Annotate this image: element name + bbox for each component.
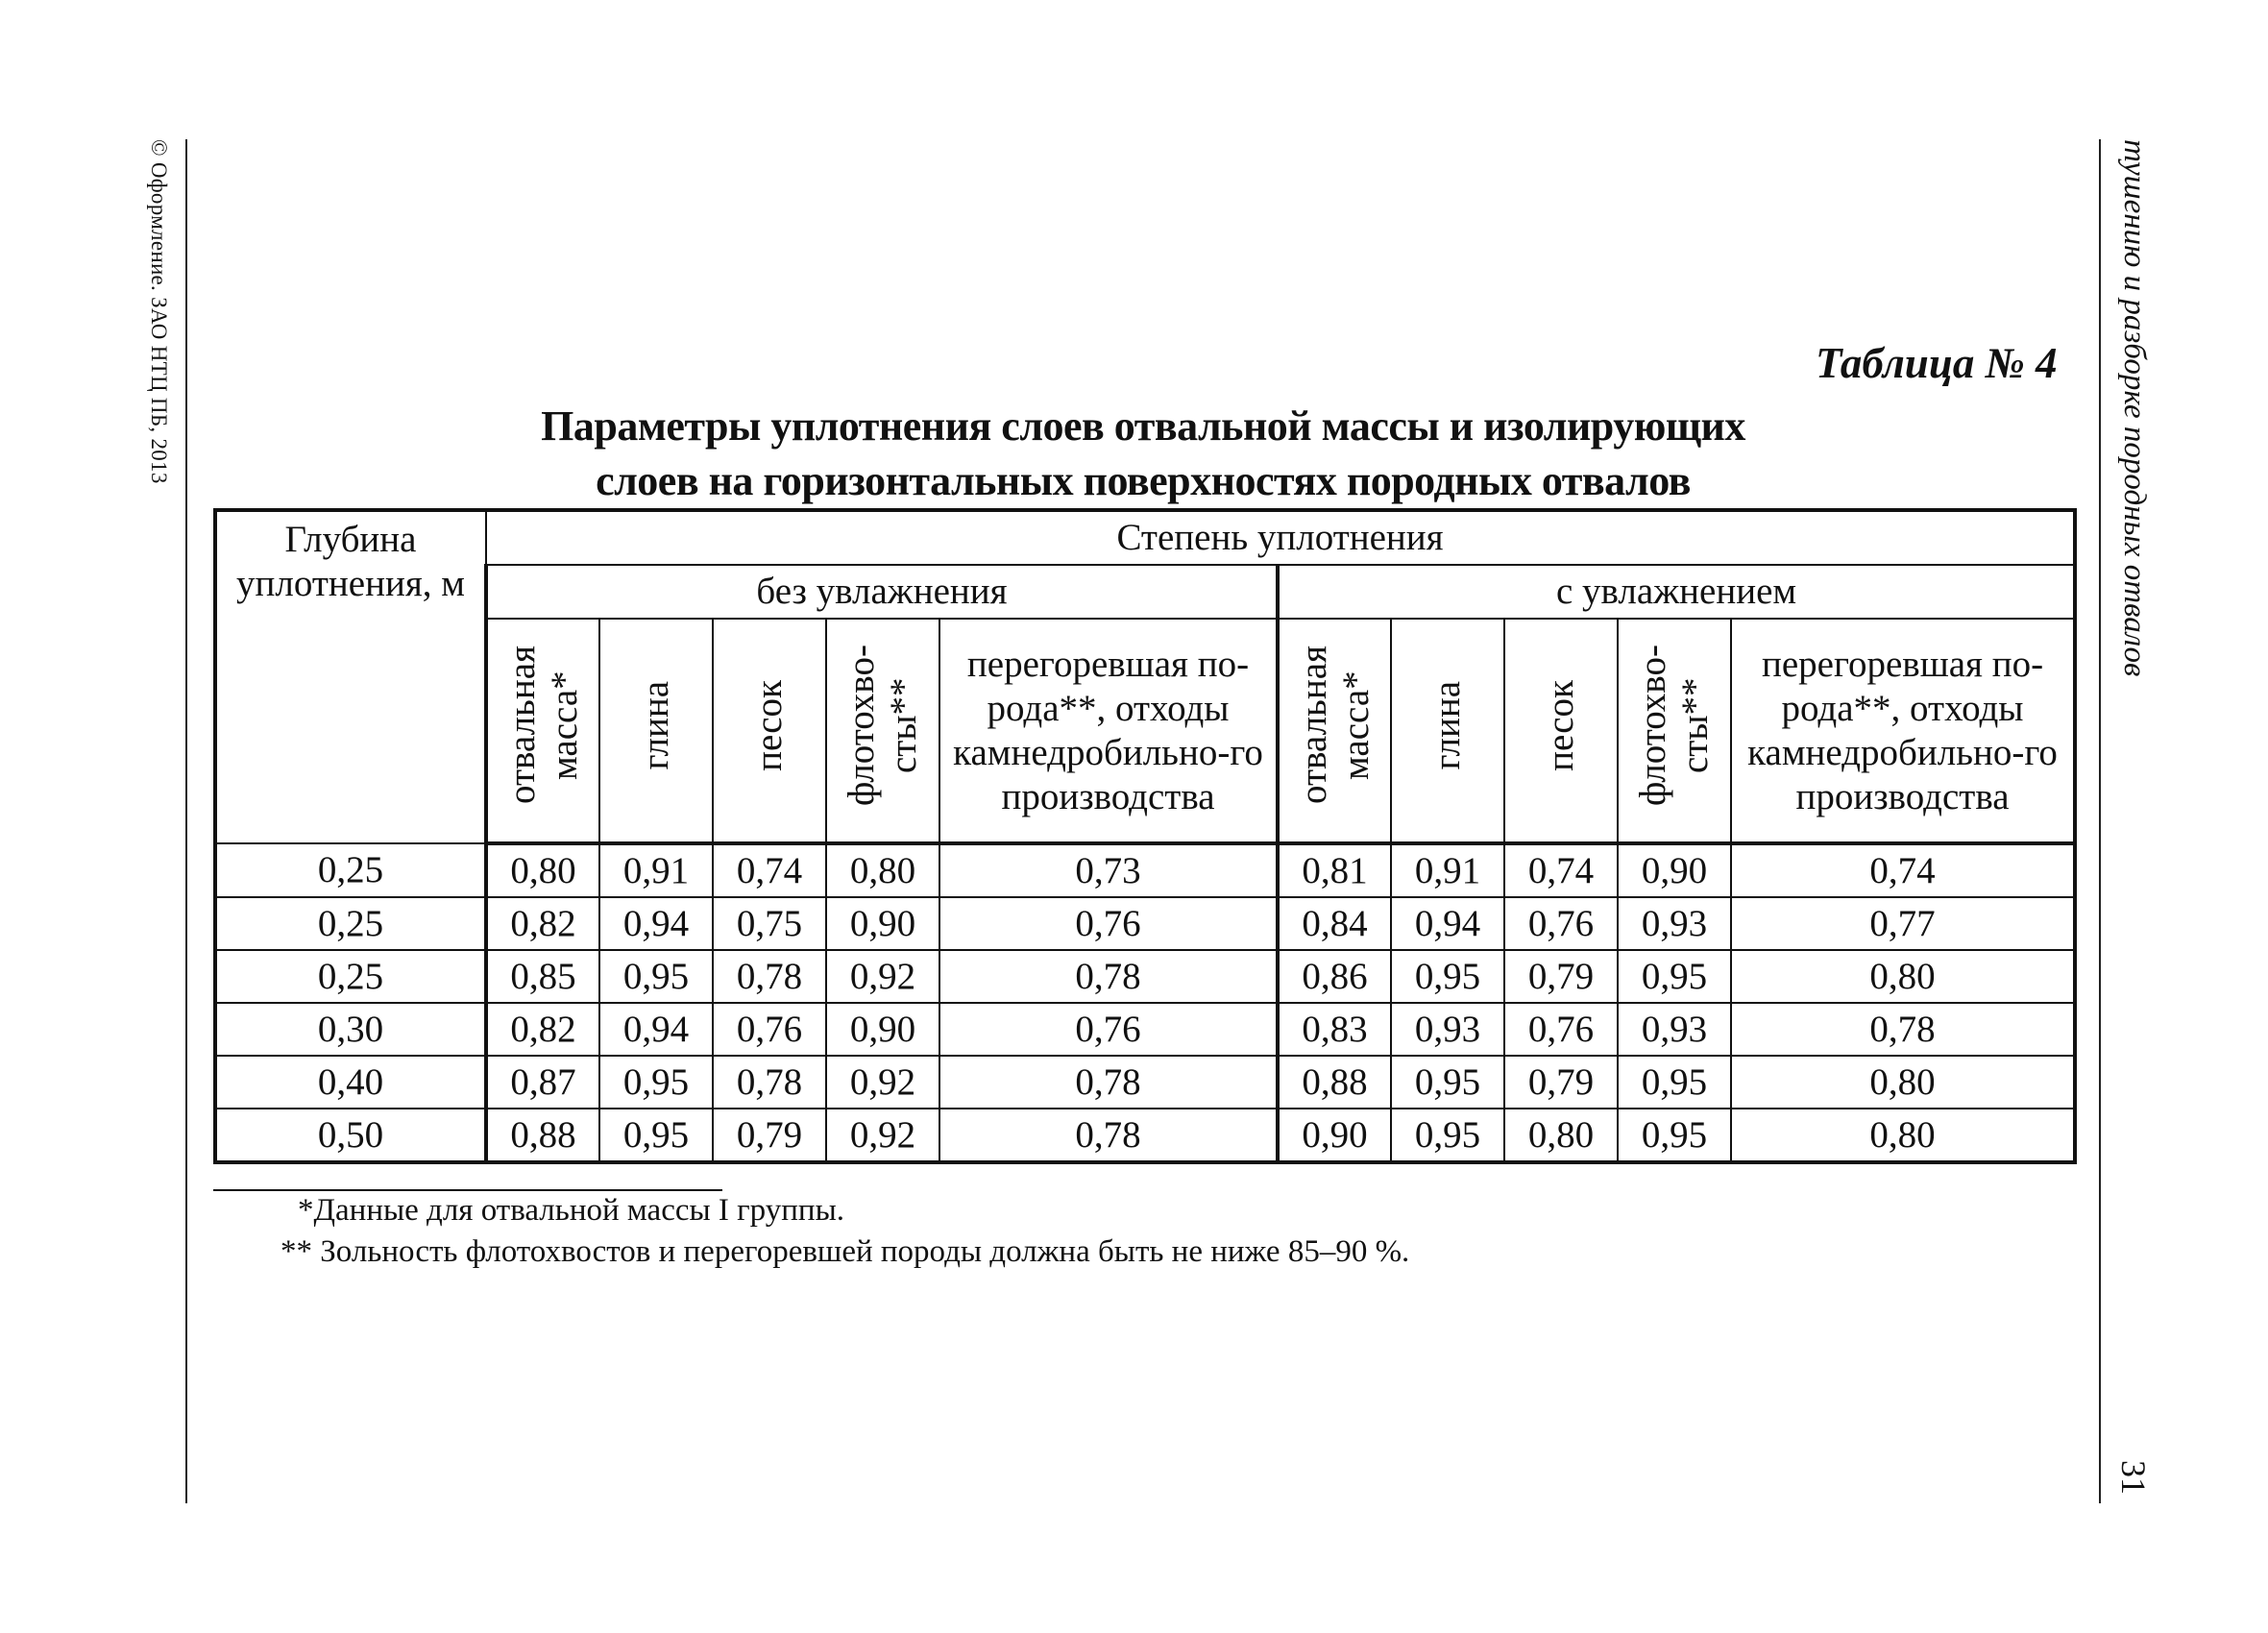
- material-header: отвальная масса*: [486, 619, 599, 843]
- header-row-1: [215, 510, 2075, 565]
- table-title-line-1: Параметры уплотнения слоев отвальной массы и изолирующих: [541, 402, 1745, 450]
- material-header: флотохво-сты**: [1618, 619, 1731, 843]
- table-cell: 0,25: [215, 843, 486, 897]
- degree-header: Степень уплотнения: [486, 510, 2075, 565]
- table-row: [215, 1003, 2075, 1056]
- table-cell: 0,79: [1504, 1056, 1618, 1109]
- table-cell: 0,90: [1618, 843, 1731, 897]
- table-cell: 0,88: [486, 1109, 599, 1162]
- table-cell: 0,78: [939, 1056, 1278, 1109]
- table-row: [215, 950, 2075, 1003]
- material-header: глина: [599, 619, 713, 843]
- footnote-2: ** Зольность флотохвостов и перегоревшей породы должна быть не ниже 85–90 %.: [280, 1234, 1410, 1269]
- footnote-1: *Данные для отвальной массы I группы.: [298, 1193, 844, 1228]
- table-cell: 0,93: [1618, 897, 1731, 950]
- table-cell: 0,86: [1278, 950, 1391, 1003]
- running-header: тушению и разборке породных отвалов: [2117, 139, 2152, 677]
- table-cell: 0,76: [939, 1003, 1278, 1056]
- copyright-sidebar: © Оформление. ЗАО НТЦ ПБ, 2013: [147, 139, 171, 484]
- table-cell: 0,85: [486, 950, 599, 1003]
- table-cell: 0,79: [1504, 950, 1618, 1003]
- table-cell: 0,83: [1278, 1003, 1391, 1056]
- table-cell: 0,80: [486, 843, 599, 897]
- header-row-2: [215, 565, 2075, 619]
- table-cell: 0,95: [599, 1109, 713, 1162]
- table-cell: 0,80: [1731, 1056, 2075, 1109]
- table-cell: 0,50: [215, 1109, 486, 1162]
- table-cell: 0,75: [713, 897, 826, 950]
- depth-header: Глубина уплотнения, м: [215, 510, 486, 843]
- table-title-line-2: слоев на горизонтальных поверхностях породных отвалов: [596, 457, 1691, 504]
- group-wet-header: с увлажнением: [1278, 565, 2075, 619]
- table-cell: 0,94: [1391, 897, 1504, 950]
- table-cell: 0,90: [1278, 1109, 1391, 1162]
- table-number: Таблица № 4: [1816, 339, 2058, 387]
- material-header: перегоревшая по-рода**, отходы камнедробильно-го производства: [1731, 619, 2075, 843]
- table-cell: 0,78: [713, 950, 826, 1003]
- table-cell: 0,78: [713, 1056, 826, 1109]
- table-cell: 0,80: [1731, 1109, 2075, 1162]
- table-cell: 0,95: [1618, 1056, 1731, 1109]
- table-cell: 0,30: [215, 1003, 486, 1056]
- material-header: глина: [1391, 619, 1504, 843]
- table-cell: 0,88: [1278, 1056, 1391, 1109]
- table-cell: 0,25: [215, 950, 486, 1003]
- table-cell: 0,74: [713, 843, 826, 897]
- table-cell: 0,87: [486, 1056, 599, 1109]
- right-margin-rule: [2099, 139, 2101, 1503]
- table-cell: 0,73: [939, 843, 1278, 897]
- left-margin-rule: [185, 139, 187, 1503]
- material-header: флотохво-сты**: [826, 619, 939, 843]
- table-cell: 0,77: [1731, 897, 2075, 950]
- table-row: [215, 843, 2075, 897]
- table-cell: 0,76: [939, 897, 1278, 950]
- table-cell: 0,92: [826, 1109, 939, 1162]
- table-cell: 0,25: [215, 897, 486, 950]
- table-cell: 0,80: [1731, 950, 2075, 1003]
- table-cell: 0,78: [1731, 1003, 2075, 1056]
- table-cell: 0,74: [1731, 843, 2075, 897]
- table-cell: 0,81: [1278, 843, 1391, 897]
- table-cell: 0,90: [826, 897, 939, 950]
- footnote-rule: [213, 1189, 722, 1191]
- material-header: песок: [713, 619, 826, 843]
- table-cell: 0,76: [1504, 897, 1618, 950]
- table-row: [215, 1056, 2075, 1109]
- table-row: [215, 1109, 2075, 1162]
- material-header: отвальная масса*: [1278, 619, 1391, 843]
- material-header: перегоревшая по-рода**, отходы камнедробильно-го производства: [939, 619, 1278, 843]
- table-cell: 0,95: [599, 950, 713, 1003]
- table-cell: 0,91: [599, 843, 713, 897]
- table-cell: 0,92: [826, 1056, 939, 1109]
- material-header: песок: [1504, 619, 1618, 843]
- table-cell: 0,80: [1504, 1109, 1618, 1162]
- table-cell: 0,95: [1618, 950, 1731, 1003]
- table-cell: 0,94: [599, 1003, 713, 1056]
- table-row: [215, 897, 2075, 950]
- table-cell: 0,82: [486, 1003, 599, 1056]
- page-number: 31: [2114, 1460, 2153, 1495]
- table-cell: 0,90: [826, 1003, 939, 1056]
- materials-row: [215, 619, 2075, 843]
- table-cell: 0,76: [1504, 1003, 1618, 1056]
- table-cell: 0,95: [1618, 1109, 1731, 1162]
- compaction-table: [213, 508, 2077, 1164]
- table-title: [413, 399, 1873, 508]
- table-cell: 0,95: [599, 1056, 713, 1109]
- table-cell: 0,95: [1391, 1109, 1504, 1162]
- table-cell: 0,95: [1391, 950, 1504, 1003]
- table-cell: 0,78: [939, 1109, 1278, 1162]
- table-cell: 0,76: [713, 1003, 826, 1056]
- table-cell: 0,82: [486, 897, 599, 950]
- table-cell: 0,84: [1278, 897, 1391, 950]
- table-cell: 0,74: [1504, 843, 1618, 897]
- table-cell: 0,40: [215, 1056, 486, 1109]
- table-cell: 0,93: [1618, 1003, 1731, 1056]
- table-cell: 0,93: [1391, 1003, 1504, 1056]
- group-dry-header: без увлажнения: [486, 565, 1278, 619]
- table-cell: 0,95: [1391, 1056, 1504, 1109]
- table-cell: 0,79: [713, 1109, 826, 1162]
- table-cell: 0,78: [939, 950, 1278, 1003]
- table-cell: 0,92: [826, 950, 939, 1003]
- table-cell: 0,80: [826, 843, 939, 897]
- table-cell: 0,91: [1391, 843, 1504, 897]
- table-cell: 0,94: [599, 897, 713, 950]
